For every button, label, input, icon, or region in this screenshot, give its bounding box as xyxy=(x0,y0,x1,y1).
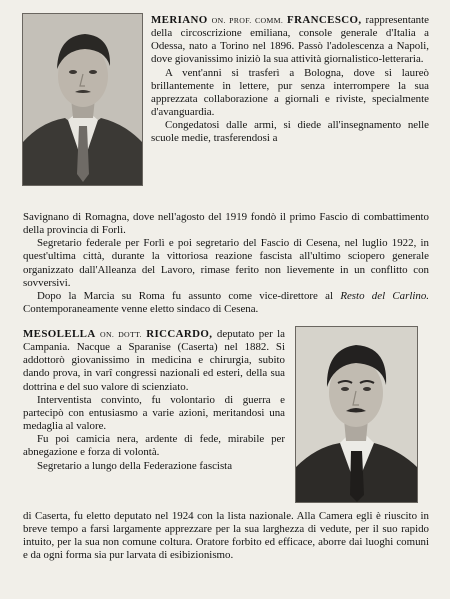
bio-meriano-full-width xyxy=(23,211,429,316)
bio-meriano-firstname: FRANCESCO, xyxy=(287,14,362,26)
portrait-mesolella-image xyxy=(296,327,417,502)
portrait-photo-mesolella xyxy=(295,326,418,503)
bio-mesolella-firstname: RICCARDO, xyxy=(146,328,213,340)
bio-mesolella-paragraph-1: deputato per la Campania. Nacque a Sparanise (Caserta) nel 1882. Si addottorò giovanissimo in medicina e chirurgia, subito dando prova, in varî congressi nazionali ed esteri, della sua dottrina e del suo valore di scienziato. xyxy=(23,328,285,393)
bio-meriano-newspaper: Resto del Carlino. xyxy=(340,289,429,302)
bio-mesolella-full-width xyxy=(23,510,429,563)
bio-meriano-paragraph-2: A vent'anni si trasferì a Bologna, dove si laureò brillantemente in lettere, pur senza interrompere la sua apprezzata collaborazione a giornali e riviste, specialmente d'avanguardia. xyxy=(151,66,429,119)
bio-meriano-paragraph-3a: Congedatosi dalle armi, si diede all'insegnamento nelle scuole medie, trasferendosi a xyxy=(151,119,429,145)
portrait-photo-meriano xyxy=(22,13,143,186)
bio-mesolella-title: ON. DOTT. xyxy=(100,330,142,339)
bio-meriano-surname: MERIANO xyxy=(151,14,208,26)
bio-mesolella-column xyxy=(23,328,285,473)
bio-meriano-paragraph-3b: Savignano di Romagna, dove nell'agosto del 1919 fondò il primo Fascio di combattimento della provincia di Forlì. xyxy=(23,211,429,237)
bio-meriano-column xyxy=(151,14,429,146)
bio-mesolella-paragraph-2: Interventista convinto, fu volontario di guerra e partecipò con entusiasmo a varie azioni, meritandosi una medaglia al valore. xyxy=(23,393,285,433)
bio-meriano-paragraph-4: Segretario federale per Forlì e poi segretario del Fascio di Cesena, nel luglio 1922, in quest'ultima città, durante la vittoriosa reazione fascista all'ultimo sciopero generale organizzato dall'Alleanza del Lavoro, rimase ferito non lievemente in un conflitto con sovversivi. xyxy=(23,237,429,289)
bio-mesolella-surname: MESOLELLA xyxy=(23,328,96,340)
bio-meriano-paragraph-5a: Dopo la Marcia su Roma fu assunto come vice-direttore al xyxy=(37,289,334,302)
bio-meriano-paragraph-1: rappresentante della circoscrizione emiliana, console generale d'Italia a Odessa, nato a Torino nel 1896. Passò l'adolescenza a Napoli, dove giovanissimo iniziò la sua attività giornalistico-letteraria. xyxy=(151,14,429,66)
bio-meriano-title: ON. PROF. COMM. xyxy=(211,16,284,25)
bio-meriano-paragraph-5c: Contemporaneamente venne eletto sindaco di Cesena. xyxy=(23,303,259,316)
bio-mesolella-paragraph-3: Fu poi camicia nera, ardente di fede, mirabile per abnegazione e forza di volontà. xyxy=(23,433,285,459)
bio-mesolella-paragraph-4b: di Caserta, fu eletto deputato nel 1924 con la lista nazionale. Alla Camera egli è riuscito in breve tempo a farsi largamente apprezzare per la sua larghezza di vedute, per il suo rapido intuito, per la sua non comune coltura. Oratore forbito ed efficace, aborre dai luoghi comuni e da ogni forma sia pur larvata di esibizionismo. xyxy=(23,510,429,562)
bio-mesolella-paragraph-4a: Segretario a lungo della Federazione fascista xyxy=(37,459,233,472)
portrait-meriano-image xyxy=(23,14,142,185)
